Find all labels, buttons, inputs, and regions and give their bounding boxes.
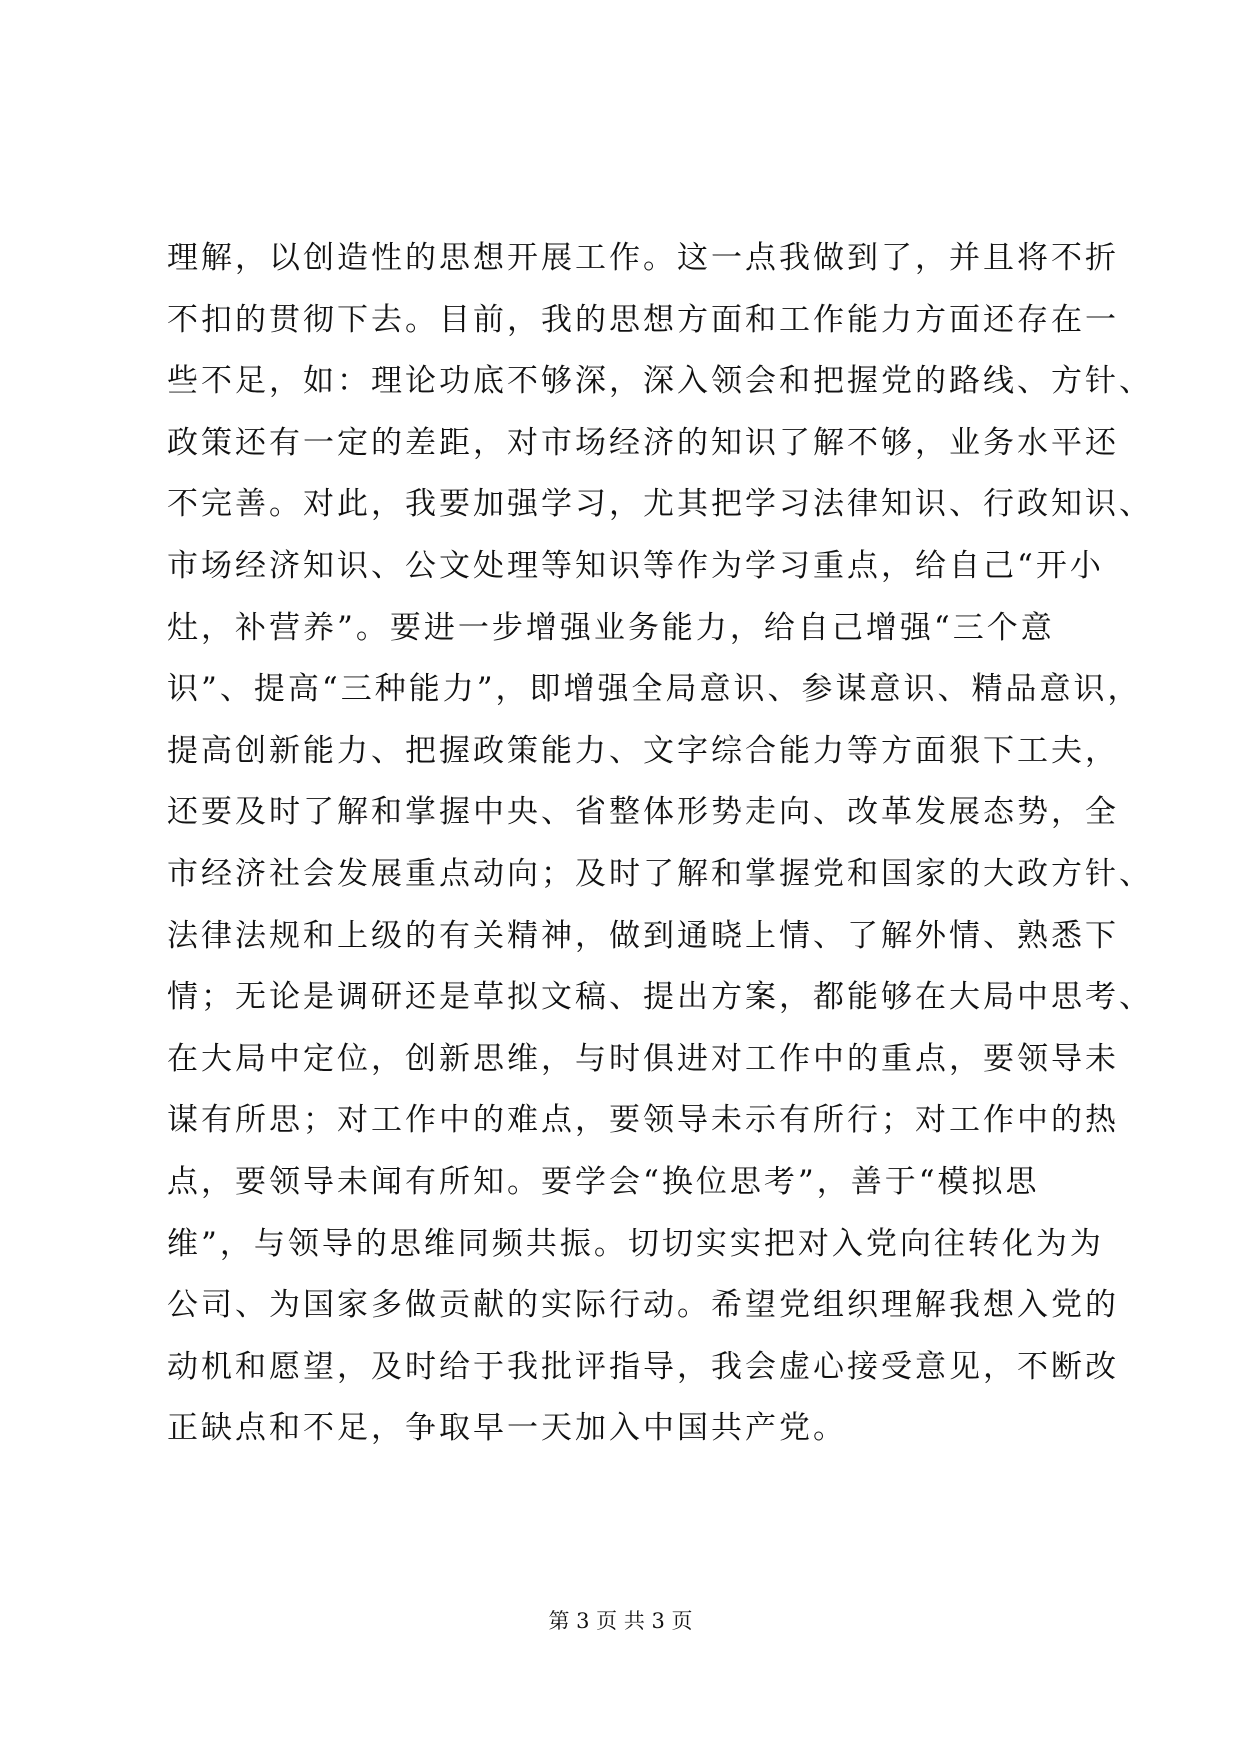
page-number-footer: 第 3 页 共 3 页 bbox=[548, 1609, 693, 1633]
body-paragraph bbox=[167, 228, 1153, 1460]
text-line: 谋有所思；对工作中的难点，要领导未示有所行；对工作中的热 bbox=[167, 1102, 1119, 1139]
text-line: 法律法规和上级的有关精神，做到通晓上情、了解外情、熟悉下 bbox=[167, 917, 1119, 954]
text-line: 还要及时了解和掌握中央、省整体形势走向、改革发展态势，全 bbox=[167, 794, 1119, 831]
text-line: 市经济社会发展重点动向；及时了解和掌握党和国家的大政方针、 bbox=[167, 855, 1153, 892]
text-line: 在大局中定位，创新思维，与时俱进对工作中的重点，要领导未 bbox=[167, 1040, 1119, 1077]
text-line: 维”，与领导的思维同频共振。切切实实把对入党向往转化为为 bbox=[167, 1225, 1104, 1262]
text-line: 正缺点和不足，争取早一天加入中国共产党。 bbox=[167, 1410, 847, 1447]
text-line: 公司、为国家多做贡献的实际行动。希望党组织理解我想入党的 bbox=[167, 1287, 1119, 1324]
text-line: 动机和愿望，及时给于我批评指导，我会虚心接受意见，不断改 bbox=[167, 1348, 1119, 1385]
text-line: 点，要领导未闻有所知。要学会“换位思考”，善于“模拟思 bbox=[167, 1163, 1040, 1200]
text-line: 情；无论是调研还是草拟文稿、提出方案，都能够在大局中思考、 bbox=[167, 979, 1153, 1016]
text-line: 政策还有一定的差距，对市场经济的知识了解不够，业务水平还 bbox=[167, 424, 1119, 461]
text-line: 灶，补营养”。要进一步增强业务能力，给自己增强“三个意 bbox=[167, 609, 1055, 646]
text-line: 不扣的贯彻下去。目前，我的思想方面和工作能力方面还存在一 bbox=[167, 301, 1119, 338]
text-line: 识”、提高“三种能力”，即增强全局意识、参谋意识、精品意识， bbox=[167, 671, 1142, 708]
text-line: 些不足，如：理论功底不够深，深入领会和把握党的路线、方针、 bbox=[167, 363, 1153, 400]
text-line: 提高创新能力、把握政策能力、文字综合能力等方面狠下工夫， bbox=[167, 732, 1119, 769]
text-line: 不完善。对此，我要加强学习，尤其把学习法律知识、行政知识、 bbox=[167, 486, 1153, 523]
text-line: 市场经济知识、公文处理等知识等作为学习重点，给自己“开小 bbox=[167, 547, 1104, 584]
text-line: 理解，以创造性的思想开展工作。这一点我做到了，并且将不折 bbox=[167, 240, 1119, 276]
